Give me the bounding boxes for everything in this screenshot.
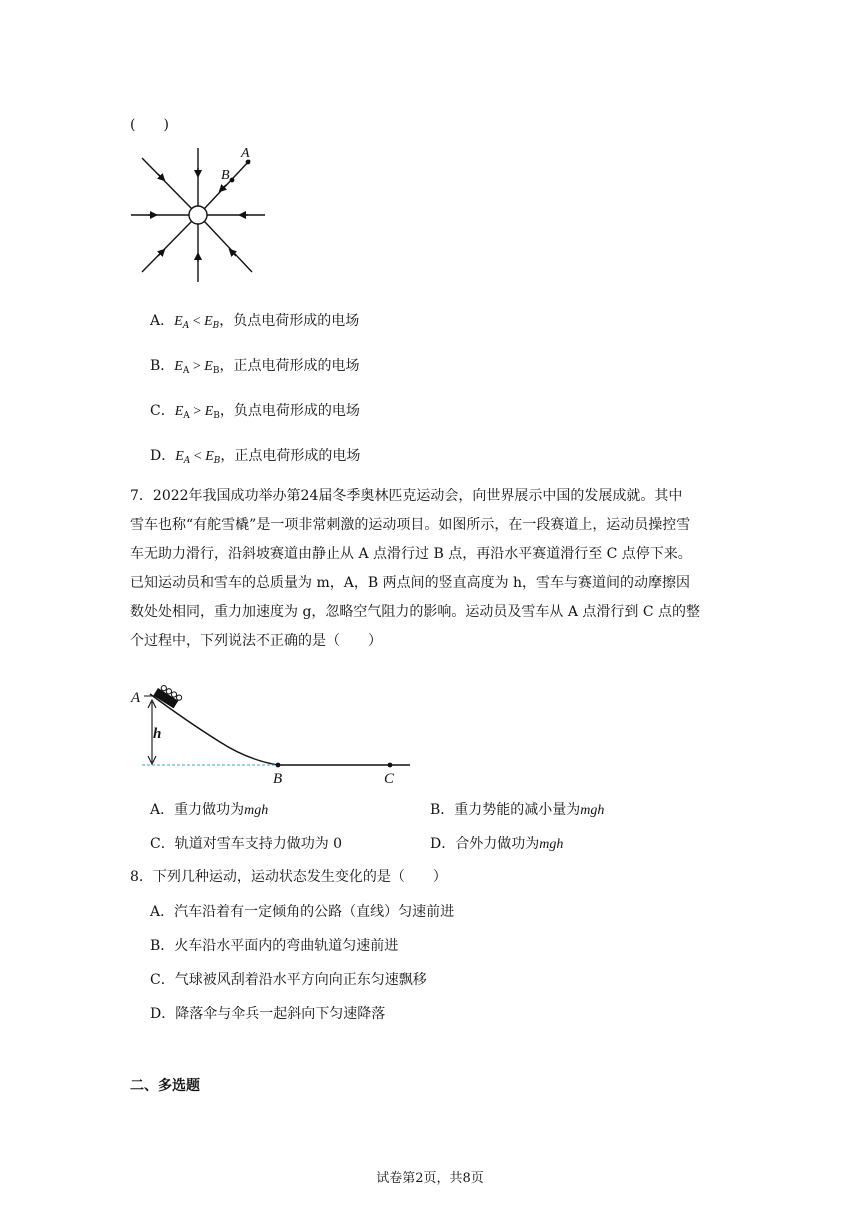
q8-stem: 8．下列几种运动，运动状态发生变化的是（ ） bbox=[130, 869, 447, 885]
q6-option-a[interactable]: A．$E_A < E_B$，负点电荷形成的电场 bbox=[150, 313, 360, 331]
q6-option-c[interactable]: C．$E_A > E_B$，负点电荷形成的电场 bbox=[150, 403, 360, 421]
q7-option-b[interactable]: B．重力势能的减小量为mgh bbox=[430, 802, 605, 818]
q6-option-b[interactable]: B．$E_A > E_B$，正点电荷形成的电场 bbox=[150, 358, 360, 376]
label-h: h bbox=[153, 726, 162, 742]
q7-line-3: 车无助力滑行，沿斜坡赛道由静止从 A 点滑行过 B 点，再沿水平赛道滑行至 C 点停下来。 bbox=[130, 546, 692, 562]
q7-option-a[interactable]: A．重力做功为mgh bbox=[150, 802, 269, 818]
page-footer: 试卷第2页，共8页 bbox=[376, 1171, 484, 1186]
q7-line-6: 个过程中，下列说法不正确的是（ ） bbox=[130, 633, 382, 649]
q7-option-d[interactable]: D．合外力做功为mgh bbox=[430, 836, 564, 852]
q6-field-lines-figure bbox=[128, 140, 273, 285]
q8-option-a[interactable]: A．汽车沿着有一定倾角的公路（直线）匀速前进 bbox=[150, 904, 455, 920]
point-charge bbox=[189, 206, 207, 224]
q7-line-2: 雪车也称“有舵雪橇”是一项非常刺激的运动项目。如图所示，在一段赛道上，运动员操控雪 bbox=[130, 517, 691, 533]
q7-line-1: 7．2022年我国成功举办第24届冬季奥林匹克运动会，向世界展示中国的发展成就。其中 bbox=[130, 488, 683, 504]
label-b: B bbox=[273, 771, 283, 787]
q7-line-5: 数处处相同，重力加速度为 g，忽略空气阻力的影响。运动员及雪车从 A 点滑行到 C 点的整 bbox=[130, 604, 701, 620]
q7-stem bbox=[130, 482, 700, 656]
q8-option-d[interactable]: D．降落伞与伞兵一起斜向下匀速降落 bbox=[150, 1006, 386, 1022]
q7-option-c[interactable]: C．轨道对雪车支持力做功为 0 bbox=[150, 836, 343, 852]
label-c: C bbox=[384, 771, 395, 787]
label-a: A bbox=[241, 146, 250, 161]
q8-option-c[interactable]: C．气球被风刮着沿水平方向向正东匀速飘移 bbox=[150, 972, 427, 988]
q7-slope-figure bbox=[128, 682, 418, 792]
point-b-dot bbox=[230, 178, 235, 183]
q6-answer-paren: ( ) bbox=[130, 117, 169, 133]
section-heading-multiple-choice: 二、多选题 bbox=[130, 1078, 200, 1094]
q6-option-d[interactable]: D．$E_A < E_B$，正点电荷形成的电场 bbox=[150, 448, 361, 466]
point-b-dot bbox=[276, 763, 281, 768]
q8-option-b[interactable]: B．火车沿水平面内的弯曲轨道匀速前进 bbox=[150, 938, 399, 954]
sled-icon bbox=[153, 683, 182, 709]
point-c-dot bbox=[388, 763, 393, 768]
label-a: A bbox=[131, 690, 141, 706]
label-b: B bbox=[221, 168, 230, 183]
q7-line-4: 已知运动员和雪车的总质量为 m，A，B 两点间的竖直高度为 h，雪车与赛道间的动摩擦因 bbox=[130, 575, 691, 591]
